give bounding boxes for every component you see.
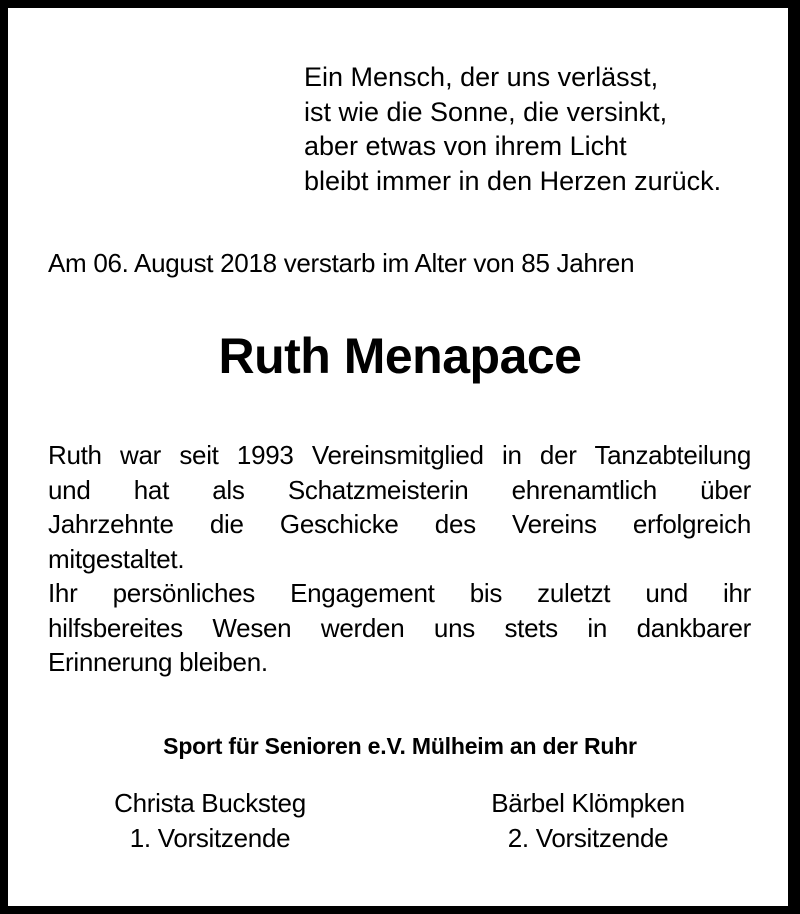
tribute-line: Ruth war seit 1993 Vereinsmitglied in der Tanzabteilung — [48, 440, 751, 470]
tribute-line: Erinnerung bleiben. — [48, 647, 268, 677]
signatory-1 — [90, 786, 330, 856]
tribute-line: hilfsbereites Wesen werden uns stets in dankbarer — [48, 612, 751, 643]
signatory-name: Bärbel Klömpken — [491, 788, 685, 818]
memorial-poem — [304, 60, 721, 198]
poem-line: bleibt immer in den Herzen zurück. — [304, 165, 722, 196]
signatory-role: 1. Vorsitzende — [129, 823, 291, 853]
tribute-line: und hat als Schatzmeisterin ehrenamtlich über — [48, 474, 751, 505]
death-announcement: Am 06. August 2018 verstarb im Alter von 85 Jahren — [48, 248, 635, 278]
poem-line: Ein Mensch, der uns verlässt, — [304, 62, 659, 92]
tribute-line: mitgestaltet. — [48, 543, 185, 574]
signatory-name: Christa Bucksteg — [114, 788, 306, 818]
poem-line: ist wie die Sonne, die versinkt, — [304, 96, 668, 127]
deceased-name: Ruth Menapace — [218, 328, 582, 384]
organization-name: Sport für Senioren e.V. Mülheim an der Ruhr — [163, 733, 637, 759]
tribute-line: Ihr persönliches Engagement bis zuletzt und ihr — [48, 578, 751, 608]
tribute-text — [48, 438, 751, 680]
signatory-role: 2. Vorsitzende — [507, 823, 669, 853]
poem-line: aber etwas von ihrem Licht — [304, 131, 627, 161]
tribute-line: Jahrzehnte die Geschicke des Vereins erfolgreich — [48, 509, 751, 539]
signatory-2 — [468, 786, 708, 856]
